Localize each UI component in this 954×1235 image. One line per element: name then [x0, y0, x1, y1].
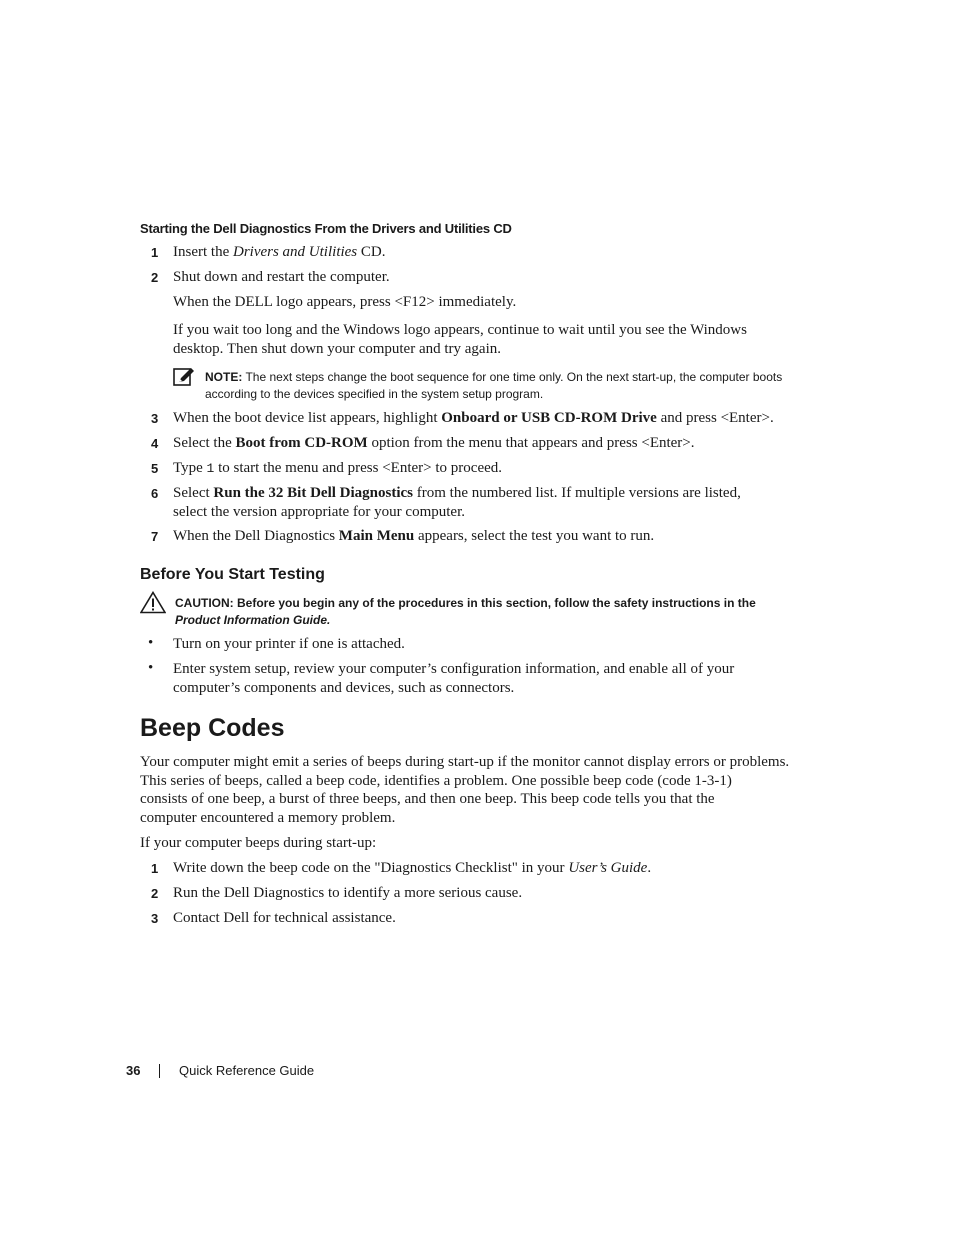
step-text: Shut down and restart the computer. [173, 269, 390, 285]
page-number: 36 [126, 1063, 141, 1078]
step-number: 7 [151, 529, 159, 544]
bullet-glyph: • [148, 660, 154, 676]
section-heading-before-testing: Before You Start Testing [140, 566, 325, 583]
note-icon [173, 367, 195, 387]
footer-divider [159, 1064, 160, 1078]
step-detail: If you wait too long and the Windows logo appears, continue to wait until you see the Windows desktop. Then shut down your computer and try again. [173, 322, 747, 357]
step-number: 1 [151, 245, 159, 260]
step-number: 5 [151, 461, 159, 476]
section-heading-diagnostics-cd: Starting the Dell Diagnostics From the Drivers and Utilities CD [140, 221, 512, 236]
step-text: Insert the Drivers and Utilities CD. [173, 244, 386, 260]
step-text: Type 1 to start the menu and press <Enter> to proceed. [173, 460, 503, 476]
intro-paragraph: Your computer might emit a series of beeps during start-up if the monitor cannot display errors or problems. This series of beeps, called a beep code, identifies a problem. One possible beep code (code 1-3-1) consists of one beep, a burst of three beeps, and then one beep. This beep code tells you that the computer encountered a memory problem. [140, 754, 790, 826]
step-number: 6 [151, 486, 159, 501]
list-item: Turn on your printer if one is attached. [173, 636, 405, 652]
step-number: 2 [151, 886, 159, 901]
footer-title: Quick Reference Guide [179, 1063, 315, 1078]
step-text: When the Dell Diagnostics Main Menu appears, select the test you want to run. [173, 528, 655, 544]
step-text: Run the Dell Diagnostics to identify a more serious cause. [173, 885, 523, 901]
caution-text: CAUTION: Before you begin any of the procedures in this section, follow the safety instructions in the Product Information Guide. [175, 596, 756, 627]
step-text: Select the Boot from CD-ROM option from the menu that appears and press <Enter>. [173, 435, 695, 451]
page-title-beep-codes: Beep Codes [140, 714, 285, 742]
step-number: 4 [151, 436, 159, 451]
step-detail: When the DELL logo appears, press <F12> immediately. [173, 294, 517, 310]
step-number: 2 [151, 270, 159, 285]
step-text: When the boot device list appears, highlight Onboard or USB CD-ROM Drive and press <Enter>. [173, 410, 774, 426]
step-text: Write down the beep code on the "Diagnostics Checklist" in your User’s Guide. [173, 860, 652, 876]
step-text: Contact Dell for technical assistance. [173, 910, 396, 926]
note-text: NOTE: The next steps change the boot sequence for one time only. On the next start-up, the computer boots according to the devices specified in the system setup program. [205, 370, 783, 401]
lead-sentence: If your computer beeps during start-up: [140, 835, 377, 851]
step-number: 3 [151, 411, 159, 426]
step-number: 3 [151, 911, 159, 926]
caution-icon [140, 591, 166, 614]
step-number: 1 [151, 861, 159, 876]
list-item: Enter system setup, review your computer’s configuration information, and enable all of your computer’s components and devices, such as connectors. [173, 661, 735, 696]
bullet-glyph: • [148, 635, 154, 651]
step-text: Select Run the 32 Bit Dell Diagnostics from the numbered list. If multiple versions are listed, select the version appropriate for your computer. [173, 485, 741, 520]
